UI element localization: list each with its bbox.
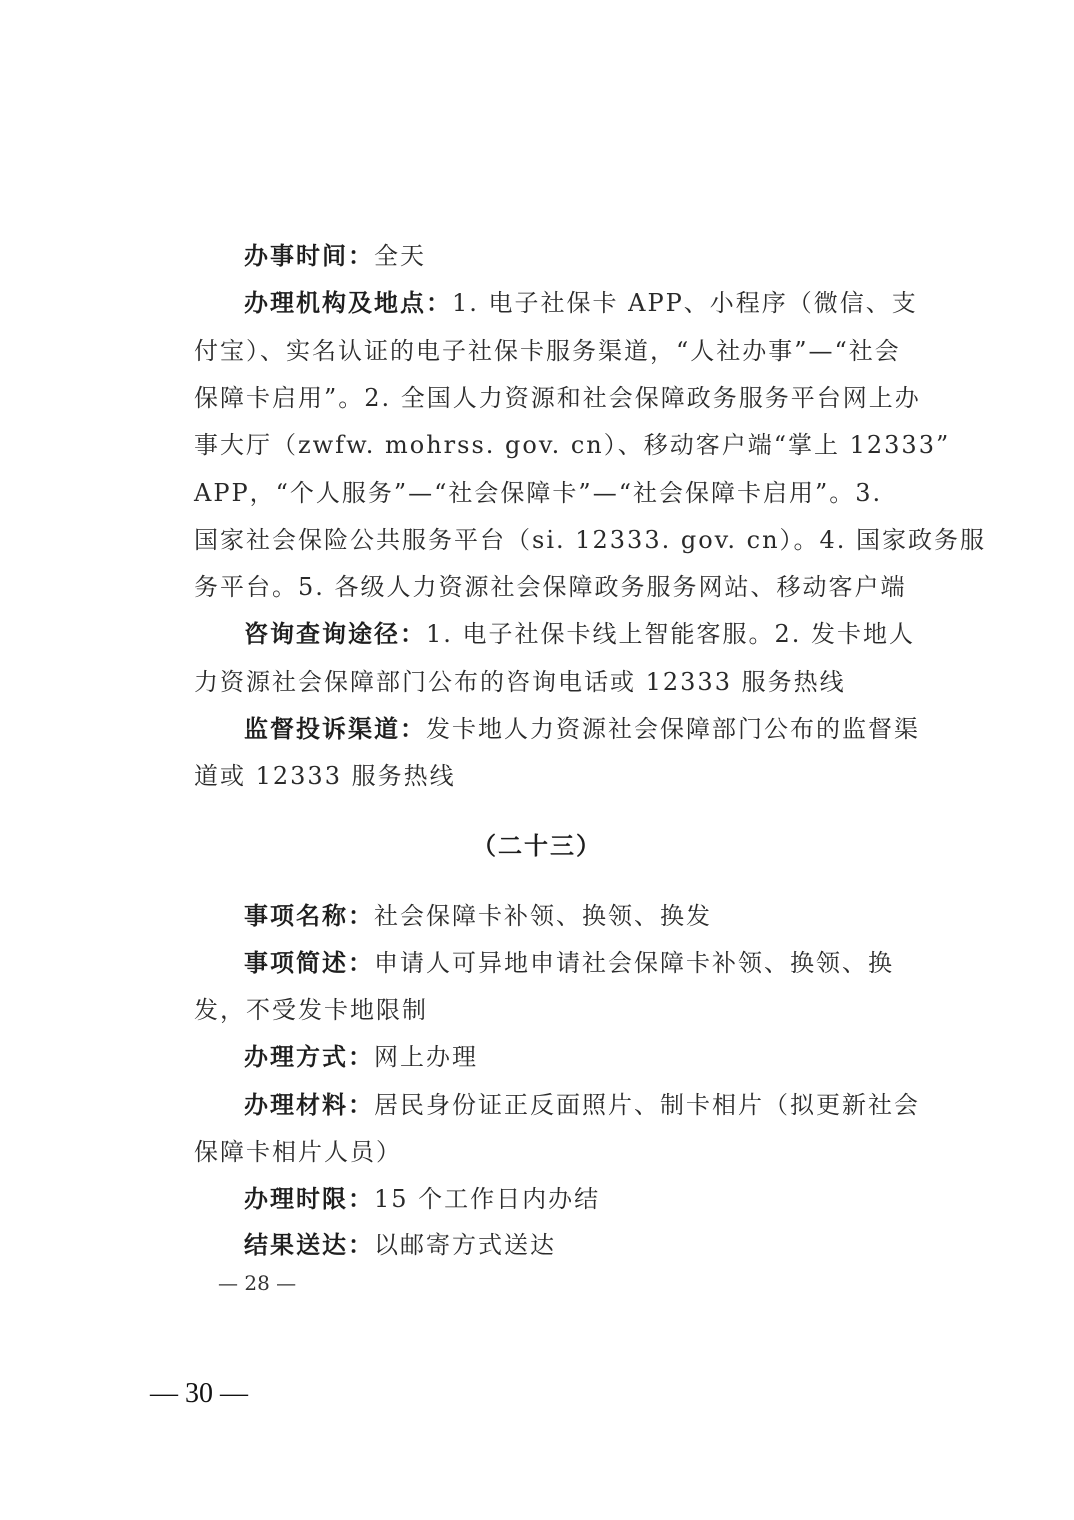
field-label: 办理材料：: [244, 1091, 374, 1119]
field-value: 社会保障卡补领、换领、换发: [374, 902, 712, 930]
text-line: 务平台。5. 各级人力资源社会保障政务服务网站、移动客户端: [194, 573, 907, 601]
paragraph-complaint-channel: [244, 705, 920, 753]
field-value: 1. 电子社保卡线上智能客服。2. 发卡地人: [426, 620, 916, 648]
text-line: 力资源社会保障部门公布的咨询电话或 12333 服务热线: [194, 668, 846, 696]
paragraph-inquiry-channel: [244, 610, 916, 658]
text-line: 保障卡相片人员）: [194, 1138, 402, 1166]
text-line: 国家社会保险公共服务平台（si. 12333. gov. cn）。4. 国家政务服: [194, 526, 987, 554]
field-label: 咨询查询途径：: [244, 620, 426, 648]
paragraph-result-delivery: [244, 1221, 894, 1269]
field-label: 事项简述：: [244, 949, 374, 977]
field-label: 办理方式：: [244, 1043, 374, 1071]
field-value: 1. 电子社保卡 APP、小程序（微信、支: [452, 289, 918, 317]
paragraph-office-hours: [244, 232, 894, 280]
text-line: 付宝）、实名认证的电子社保卡服务渠道，“人社办事”—“社会: [194, 337, 901, 365]
text-line: 道或 12333 服务热线: [194, 762, 456, 790]
paragraph-time-limit: [244, 1175, 894, 1223]
inner-page-number: — 28 —: [218, 1271, 297, 1295]
text-line: 保障卡启用”。2. 全国人力资源和社会保障政务服务平台网上办: [194, 384, 921, 412]
field-value: 15 个工作日内办结: [374, 1185, 601, 1213]
text-line: 事大厅（zwfw. mohrss. gov. cn）、移动客户端“掌上 12333”: [194, 431, 951, 459]
text-line: 发，不受发卡地限制: [194, 996, 428, 1024]
paragraph-materials: [244, 1081, 920, 1129]
field-label: 事项名称：: [244, 902, 374, 930]
paragraph-item-summary: [244, 939, 894, 987]
field-value: 申请人可异地申请社会保障卡补领、换领、换: [374, 949, 894, 977]
field-label: 办理时限：: [244, 1185, 374, 1213]
field-value: 发卡地人力资源社会保障部门公布的监督渠: [426, 715, 920, 743]
field-label: 办事时间：: [244, 242, 374, 270]
section-heading: （二十三）: [472, 832, 602, 860]
field-value: 全天: [374, 242, 426, 270]
field-label: 办理机构及地点：: [244, 289, 452, 317]
field-label: 结果送达：: [244, 1231, 374, 1259]
paragraph-item-name: [244, 892, 894, 940]
paragraph-handling-method: [244, 1033, 894, 1081]
field-label: 监督投诉渠道：: [244, 715, 426, 743]
text-line: APP，“个人服务”—“社会保障卡”—“社会保障卡启用”。3.: [194, 479, 883, 507]
field-value: 以邮寄方式送达: [374, 1231, 556, 1259]
paragraph-agency-location: [244, 279, 918, 327]
field-value: 居民身份证正反面照片、制卡相片（拟更新社会: [374, 1091, 920, 1119]
outer-page-number: — 30 —: [150, 1378, 248, 1409]
field-value: 网上办理: [374, 1043, 478, 1071]
